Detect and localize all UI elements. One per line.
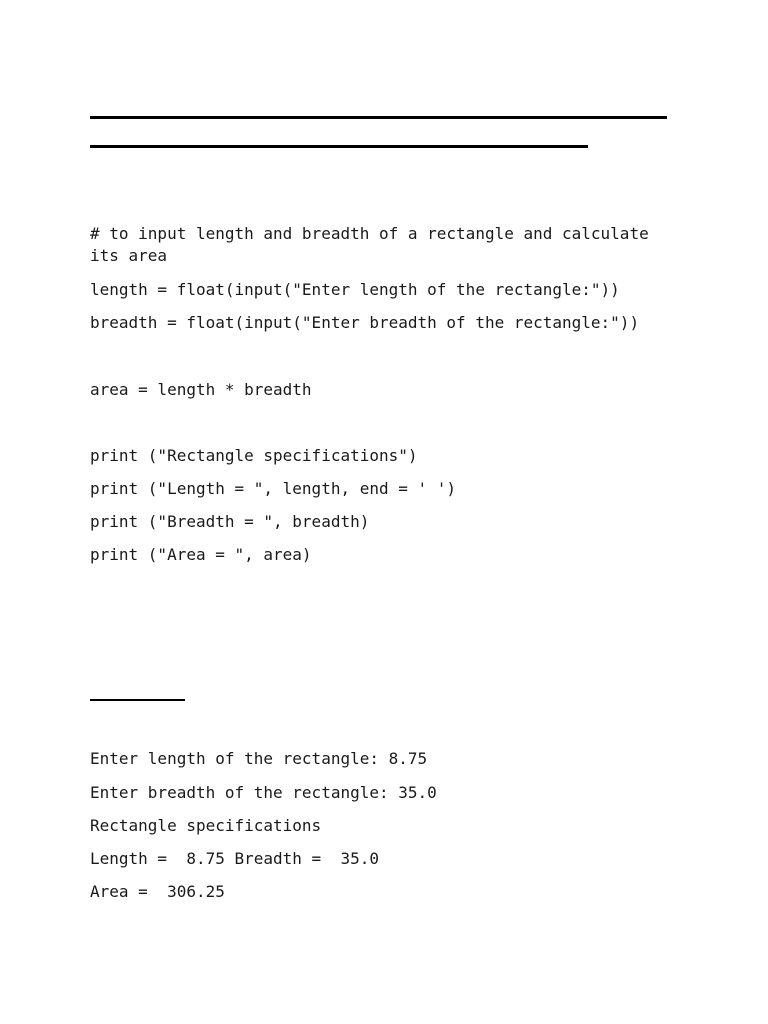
code-breadth-line: breadth = float(input("Enter breadth of the rectangle:")) <box>90 313 640 332</box>
output-line: Length = 8.75 Breadth = 35.0 <box>90 849 379 868</box>
code-print-line: print ("Length = ", length, end = ' ') <box>90 479 457 498</box>
code-area-line: area = length * breadth <box>90 380 312 399</box>
output-heading-rule <box>90 699 185 701</box>
output-line: Rectangle specifications <box>90 816 322 835</box>
code-print-line: print ("Area = ", area) <box>90 545 312 564</box>
code-print-line: print ("Rectangle specifications") <box>90 446 418 465</box>
output-line: Enter breadth of the rectangle: 35.0 <box>90 783 437 802</box>
code-comment-line-2: its area <box>90 246 168 265</box>
output-line: Area = 306.25 <box>90 882 225 901</box>
code-print-line: print ("Breadth = ", breadth) <box>90 512 370 531</box>
title-placeholder-rule <box>90 116 667 119</box>
code-comment-line-1: # to input length and breadth of a rectangle and calculate <box>90 224 649 243</box>
output-line: Enter length of the rectangle: 8.75 <box>90 749 428 768</box>
subtitle-placeholder-rule <box>90 145 588 148</box>
code-length-line: length = float(input("Enter length of the rectangle:")) <box>90 280 620 299</box>
